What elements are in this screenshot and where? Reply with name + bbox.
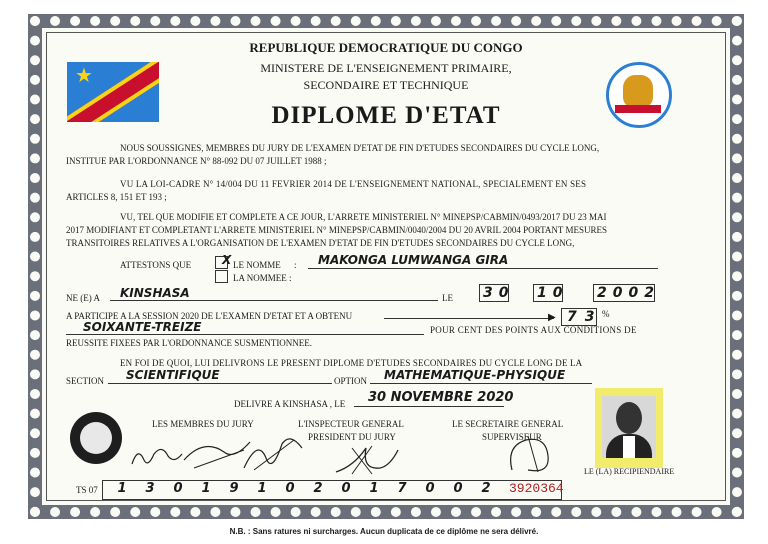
- serial-digit: 0: [173, 481, 183, 496]
- le-label: LE: [442, 293, 453, 303]
- inspecteur-label-1: L'INSPECTEUR GENERAL: [298, 419, 404, 429]
- secretaire-label-1: LE SECRETAIRE GENERAL: [452, 419, 564, 429]
- republic-heading: REPUBLIQUE DEMOCRATIQUE DU CONGO: [249, 40, 523, 55]
- drc-flag-icon: ★: [67, 62, 159, 122]
- name-underline: [308, 268, 658, 269]
- arrow-icon: ▶: [548, 312, 556, 323]
- paragraph-2: VU LA LOI-CADRE N° 14/004 DU 11 FEVRIER 2014 DE L'ENSEIGNEMENT NATIONAL, SPECIALEMENT EN SES: [120, 179, 587, 189]
- jury-seal-icon: [70, 412, 122, 464]
- ministry-heading: [28, 60, 744, 94]
- recipient-photo: [595, 388, 663, 468]
- birthplace-underline: [110, 300, 438, 301]
- serial-digit: 1: [201, 481, 211, 496]
- paragraph-3: VU, TEL QUE MODIFIE ET COMPLETE A CE JOUR, L'ARRETE MINISTERIEL N° MINEPSP/CABMIN/0493/2017 DU 23 MAI: [120, 212, 607, 222]
- serial-digit: 0: [453, 481, 463, 496]
- secretaire-signature-icon: [498, 430, 578, 476]
- footer-note: N.B. : Sans ratures ni surcharges. Aucun duplicata de ce diplôme ne sera délivré.: [229, 527, 539, 536]
- arrow-line: [384, 318, 554, 319]
- score-in-words: SOIXANTE-TREIZE: [83, 320, 202, 334]
- issue-date: 30 NOVEMBRE 2020: [368, 390, 514, 405]
- le-nomme-label: LE NOMME: [233, 260, 281, 270]
- serial-digit: 1: [117, 481, 127, 496]
- percent-sign: %: [602, 309, 610, 319]
- serial-digit: 1: [369, 481, 379, 496]
- inspecteur-signature-icon: [328, 438, 408, 478]
- serial-digit: 2: [481, 481, 491, 496]
- en-foi-text: EN FOI DE QUOI, LUI DELIVRONS LE PRESENT DIPLOME D'ETUDES SECONDAIRES DU CYCLE LONG DE LA: [120, 358, 583, 368]
- signature-2-icon: [234, 434, 314, 474]
- paragraph-3-cont2: TRANSITOIRES RELATIVES A L'ORGANISATION DE L'EXAMEN D'ETAT DE FIN D'ETUDES SECONDAIRES DU CYCLE LONG,: [66, 238, 575, 248]
- score: 73: [567, 309, 603, 325]
- ministry-line-1: MINISTERE DE L'ENSEIGNEMENT PRIMAIRE,: [260, 61, 512, 75]
- serial-digit: 0: [425, 481, 435, 496]
- diploma-sheet: [28, 14, 744, 519]
- birth-month: 10: [537, 285, 569, 301]
- pour-cent-text: POUR CENT DES POINTS AUX CONDITIONS DE: [430, 325, 637, 335]
- la-nommee-label: LA NOMMEE :: [233, 273, 292, 283]
- nomme-check-mark: X: [222, 253, 232, 267]
- jury-label: LES MEMBRES DU JURY: [152, 419, 254, 429]
- serial-digit: 0: [285, 481, 295, 496]
- ne-a-label: NE (E) A: [66, 293, 100, 303]
- serial-number: 3920364: [509, 481, 564, 496]
- serial-digit: 2: [313, 481, 323, 496]
- birthplace: KINSHASA: [120, 286, 190, 300]
- paragraph-1-cont: INSTITUE PAR L'ORDONNANCE N° 88-092 DU 07 JUILLET 1988 ;: [66, 156, 327, 166]
- section-label: SECTION: [66, 376, 104, 386]
- birth-day: 30: [483, 285, 515, 301]
- serial-digit: 0: [341, 481, 351, 496]
- section-underline: [108, 383, 332, 384]
- section-value: SCIENTIFIQUE: [126, 368, 220, 382]
- diploma-title: DIPLOME D'ETAT: [271, 102, 501, 129]
- option-value: MATHEMATIQUE-PHYSIQUE: [384, 368, 566, 382]
- participation-text: A PARTICIPE A LA SESSION 2020 DE L'EXAMEN D'ETAT ET A OBTENU: [66, 311, 353, 321]
- nommee-checkbox: [215, 270, 228, 283]
- birth-year: 2002: [597, 285, 660, 301]
- option-label: OPTION: [334, 376, 367, 386]
- serial-digit: 3: [145, 481, 155, 496]
- ministry-line-2: SECONDAIRE ET TECHNIQUE: [303, 78, 469, 92]
- recipient-label: LE (LA) RECIPIENDAIRE: [584, 467, 675, 476]
- serial-prefix: TS 07: [76, 485, 98, 495]
- serial-digit: 1: [257, 481, 267, 496]
- paragraph-2-cont: ARTICLES 8, 151 ET 193 ;: [66, 192, 167, 202]
- serial-digit: 9: [229, 481, 239, 496]
- secretaire-label-2: SUPERVISEUR: [482, 432, 542, 442]
- serial-digit: 7: [397, 481, 407, 496]
- paragraph-1: NOUS SOUSSIGNES, MEMBRES DU JURY DE L'EXAMEN D'ETAT DE FIN D'ETUDES SECONDAIRES DU CYCLE LONG,: [120, 143, 600, 153]
- score-words-underline: [66, 334, 424, 335]
- le-nomme-colon: :: [294, 260, 297, 270]
- option-underline: [370, 383, 592, 384]
- paragraph-3-cont: 2017 MODIFIANT ET COMPLETANT L'ARRETE MINISTERIEL N° MINEPSP/CABMIN/0040/2004 DU 20 AVRIL 2004 PORTANT MESURES: [66, 225, 608, 235]
- reussite-text: REUSSITE FIXEES PAR L'ORDONNANCE SUSMENTIONNEE.: [66, 338, 313, 348]
- inspecteur-label-2: PRESIDENT DU JURY: [308, 432, 396, 442]
- delivre-text: DELIVRE A KINSHASA , LE: [234, 399, 346, 409]
- date-underline: [354, 406, 504, 407]
- recipient-name: MAKONGA LUMWANGA GIRA: [318, 253, 509, 267]
- attestons-label: ATTESTONS QUE: [120, 260, 192, 270]
